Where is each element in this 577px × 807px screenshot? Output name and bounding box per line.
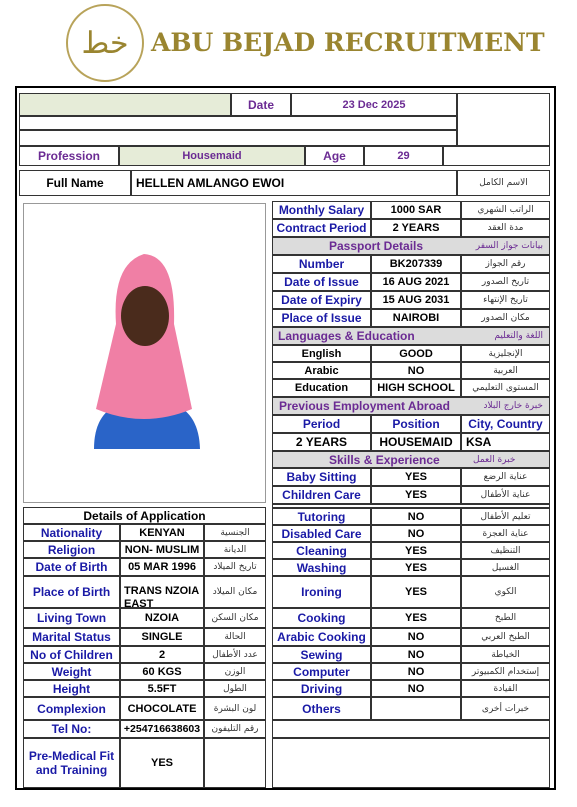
skills-blank-row [272,720,550,738]
education-value: HIGH SCHOOL [371,379,461,397]
candidate-photo [23,203,266,503]
skill-label: Arabic Cooking [272,628,371,646]
passport-value: NAIROBI [371,309,461,327]
application-value: TRANS NZOIA EAST [120,576,204,608]
application-label: Tel No: [23,720,120,738]
skill-label: Driving [272,680,371,697]
application-label: Pre-Medical Fit and Training [23,738,120,788]
languages-section-header [272,327,550,345]
application-label: Marital Status [23,628,120,646]
language-arabic: الإنجليزية [461,345,550,362]
application-label: Weight [23,663,120,680]
skill-value: YES [371,576,461,608]
skill-label: Baby Sitting [272,468,371,486]
company-name: ABU BEJAD RECRUITMENT [151,28,545,57]
passport-label: Date of Expiry [272,291,371,309]
skill-label: Disabled Care [272,525,371,542]
passport-section-header [272,237,550,255]
skill-value: NO [371,663,461,680]
skill-arabic: الكوي [461,576,550,608]
passport-value: BK207339 [371,255,461,273]
passport-title: Passport Details [329,239,424,253]
skill-arabic: خبرات أخرى [461,697,550,720]
skill-arabic: عناية الأطفال [461,486,550,504]
skill-value: YES [371,486,461,504]
application-value: 05 MAR 1996 [120,558,204,576]
skill-label: Ironing [272,576,371,608]
fullname-label: Full Name [19,170,131,196]
language-arabic: العربية [461,362,550,379]
application-label: Religion [23,541,120,558]
age-value: 29 [364,146,443,166]
passport-label: Number [272,255,371,273]
skill-value: YES [371,608,461,628]
passport-value: 16 AUG 2021 [371,273,461,291]
skills-title-arabic: خبرة العمل [473,454,516,465]
languages-title-arabic: اللغة والتعليم [494,331,543,341]
passport-arabic: تاريخ الإنتهاء [461,291,550,309]
languages-title: Languages & Education [278,329,415,343]
passport-title-arabic: بيانات جواز السفر [475,241,543,251]
skill-arabic: عناية الرضع [461,468,550,486]
skill-label: Tutoring [272,508,371,525]
passport-label: Place of Issue [272,309,371,327]
blank-row-2 [19,130,457,146]
skill-label: Cooking [272,608,371,628]
profession-value: Housemaid [119,146,305,166]
age-label: Age [305,146,364,166]
application-value: 5.5FT [120,680,204,697]
application-value: SINGLE [120,628,204,646]
language-label: Arabic [272,362,371,379]
application-arabic: رقم التليفون [204,720,266,738]
skill-label: Children Care [272,486,371,504]
skills-blank-bottom [272,738,550,788]
skill-arabic: الطبخ [461,608,550,628]
skill-arabic: الغسيل [461,559,550,576]
skill-arabic: تعليم الأطفال [461,508,550,525]
passport-label: Date of Issue [272,273,371,291]
language-label: English [272,345,371,362]
skill-label: Washing [272,559,371,576]
skill-value: YES [371,559,461,576]
skills-section-header [272,451,550,468]
skill-value: NO [371,646,461,663]
application-arabic: الحالة [204,628,266,646]
date-value: 23 Dec 2025 [291,93,457,116]
application-label: Place of Birth [23,576,120,608]
employment-country: KSA [461,433,550,451]
skill-arabic: عناية العجزة [461,525,550,542]
application-value: YES [120,738,204,788]
application-arabic: عدد الأطفال [204,646,266,663]
skill-arabic: الخياطة [461,646,550,663]
fullname-arabic: الاسم الكامل [457,170,550,196]
blank-row-1 [19,116,457,130]
skill-arabic: التنظيف [461,542,550,559]
language-value: GOOD [371,345,461,362]
top-right-box [457,93,550,146]
date-label: Date [231,93,291,116]
fullname-value: HELLEN AMLANGO EWOI [131,170,457,196]
application-value: KENYAN [120,524,204,541]
skill-label: Others [272,697,371,720]
skill-value: YES [371,542,461,559]
salary-value: 1000 SAR [371,201,461,219]
application-arabic: تاريخ الميلاد [204,558,266,576]
application-label: Date of Birth [23,558,120,576]
employment-title: Previous Employment Abroad [279,399,450,413]
application-label: Nationality [23,524,120,541]
language-value: NO [371,362,461,379]
application-arabic: الطول [204,680,266,697]
application-value: NON- MUSLIM [120,541,204,558]
application-value: 60 KGS [120,663,204,680]
employment-header-period: Period [272,415,371,433]
skill-value: NO [371,525,461,542]
age-spacer [443,146,550,166]
employment-period: 2 YEARS [272,433,371,451]
education-label: Education [272,379,371,397]
skill-label: Cleaning [272,542,371,559]
education-arabic: المستوى التعليمي [461,379,550,397]
application-arabic: مكان السكن [204,608,266,628]
skill-arabic: إستخدام الكمبيوتر [461,663,550,680]
passport-arabic: مكان الصدور [461,309,550,327]
application-label: Complexion [23,697,120,720]
skill-label: Computer [272,663,371,680]
salary-label: Monthly Salary [272,201,371,219]
skill-value [371,697,461,720]
logo-calligraphy-icon: ﺧﻂ [81,25,129,61]
passport-arabic: رقم الجواز [461,255,550,273]
application-label: Height [23,680,120,697]
salary-arabic: الراتب الشهري [461,201,550,219]
application-arabic: لون البشرة [204,697,266,720]
employment-title-arabic: خبرة خارج البلاد [483,401,543,411]
logo [66,4,144,82]
profession-label: Profession [19,146,119,166]
employment-position: HOUSEMAID [371,433,461,451]
application-value: CHOCOLATE [120,697,204,720]
candidate-photo-illustration [24,204,265,502]
application-value: NZOIA [120,608,204,628]
employment-header-city: City, Country [461,415,550,433]
application-value: +254716638603 [120,720,204,738]
skill-arabic: القيادة [461,680,550,697]
application-arabic [204,738,266,788]
employment-header-position: Position [371,415,461,433]
period-arabic: مدة العقد [461,219,550,237]
passport-arabic: تاريخ الصدور [461,273,550,291]
application-arabic: الوزن [204,663,266,680]
date-spacer [19,93,231,116]
skill-value: NO [371,508,461,525]
application-section-header: Details of Application [23,507,266,524]
employment-section-header [272,397,550,415]
skill-arabic: الطبخ العربي [461,628,550,646]
application-label: No of Children [23,646,120,663]
period-label: Contract Period [272,219,371,237]
application-label: Living Town [23,608,120,628]
application-arabic: الديانة [204,541,266,558]
application-value: 2 [120,646,204,663]
skills-title: Skills & Experience [329,452,440,467]
skill-label: Sewing [272,646,371,663]
application-arabic: مكان الميلاد [204,576,266,608]
period-value: 2 YEARS [371,219,461,237]
skill-value: NO [371,680,461,697]
skill-value: NO [371,628,461,646]
application-arabic: الجنسية [204,524,266,541]
passport-value: 15 AUG 2031 [371,291,461,309]
skill-value: YES [371,468,461,486]
